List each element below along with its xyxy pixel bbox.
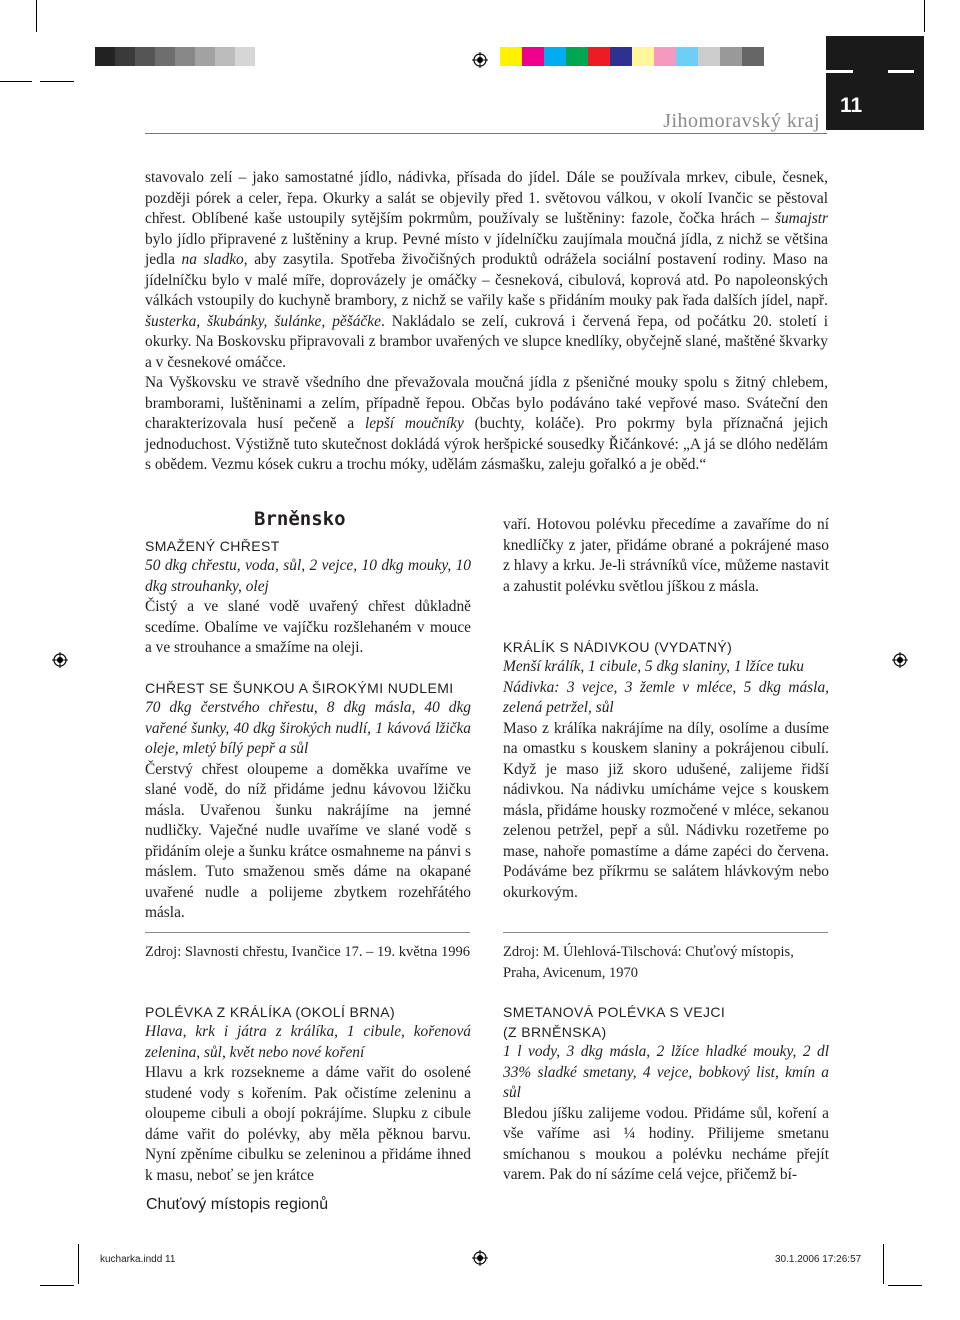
- recipe-source: Zdroj: M. Úlehlová-Tilschová: Chuťový místopis, Praha, Avicenum, 1970: [503, 944, 794, 981]
- page-number-tab: [826, 36, 924, 130]
- color-bar-blue: [610, 47, 632, 66]
- region-header: Jihomoravský kraj: [663, 110, 820, 132]
- color-bar-pink: [654, 47, 676, 66]
- registration-mark-icon: [52, 652, 68, 668]
- recipe-ingredients: 50 dkg chřestu, voda, sůl, 2 vejce, 10 dkg mouky, 10 dkg strouhanky, olej: [145, 557, 471, 595]
- crop-mark: [36, 0, 37, 32]
- recipe-title: POLÉVKA Z KRÁLÍKA (OKOLÍ BRNA): [145, 1004, 396, 1020]
- recipe-ingredients: Hlava, krk i játra z králíka, 1 cibule, kořenová zelenina, sůl, květ nebo nové koření: [145, 1023, 471, 1061]
- registration-mark-icon: [472, 52, 488, 68]
- recipe-kralik-s-nadivkou: [503, 637, 829, 903]
- crop-mark: [40, 81, 74, 82]
- gray-bar: [155, 47, 175, 66]
- color-bar-magenta: [522, 47, 544, 66]
- crop-mark: [888, 1285, 922, 1286]
- recipe-smetanova-polevka: [503, 1002, 829, 1186]
- gray-bar: [235, 47, 255, 66]
- page-number: 11: [840, 94, 863, 117]
- section-title: Brněnsko: [254, 508, 346, 530]
- recipe-polevka-z-kralika: [145, 1002, 471, 1186]
- crop-mark: [0, 81, 32, 82]
- recipe-text: Maso z králíka nakrájíme na díly, osolíme a dusíme na omastku s kouskem slaniny a pokrájenou cibulí. Když je maso již skoro udušené, zalijeme řidší nádivkou. Na nádivku umícháme vejce s kouskem másla, přidáme housky rozmočené v mléce, sekanou zelenou petržel, pepř a sůl. Nádivku rozetřeme po mase, nahoře pomastíme a dáme zapéci do červena. Podáváme bez příkrmu se salátem hlávkovým nebo okurkovým.: [503, 719, 829, 901]
- registration-mark-icon: [472, 1250, 488, 1266]
- recipe-ingredients: 70 dkg čerstvého chřestu, 8 dkg másla, 40 dkg vařené šunky, 40 dkg širokých nudlí, 1 kávová lžička oleje, mletý bílý pepř a sůl: [145, 699, 471, 757]
- gray-bar: [95, 47, 115, 66]
- intro-text: [145, 168, 828, 476]
- recipe-text: Čerstvý chřest oloupeme a doměkka uvaříme ve slané vodě, do níž přidáme jednu kávovou lžičku másla. Uvařenou šunku nakrájíme na jemné nudličky. Vaječné nudle uvaříme ve slané vodě s přidáním oleje a šunku krátce osmahneme na pánvi s máslem. Tuto smaženou směs dáme na okapané uvařené nudle a polijeme zbytkem rozehřátého másla.: [145, 760, 471, 921]
- header-rule: [145, 133, 827, 134]
- recipe-ingredients: Menší králík, 1 cibule, 5 dkg slaniny, 1 lžíce tuku: [503, 658, 804, 675]
- recipe-source: Zdroj: Slavnosti chřestu, Ivančice 17. – 19. května 1996: [145, 944, 470, 960]
- gray-bar: [195, 47, 215, 66]
- intro-paragraph: stavovalo zelí – jako samostatné jídlo, nádivka, přísada do jídel. Dále se používala mrkev, cibule, česnek, později pórek a celer, řepa. Okurky a salát se objevily před 1. světovou válkou, v okolí Ivančic se pěstoval chřest. Oblíbené kaše ustoupily sytějším pokrmům, používaly se luštěniny: fazole, čočka hrách – šumajstr bylo jídlo připravené z luštěniny a krup. Pevné místo v jídelníčku zaujímala moučná jídla, z nichž se většina jedla na sladko, aby zasytila. Spotřeba živočišných produktů odrážela sociální postavení rodiny. Maso na jídelníčku bylo v malé míře, doprovázely je omáčky – česneková, cibulová, koprová atd. Po napoleonských válkách vstoupily do kuchyně brambory, z nichž se vařily kaše s přidáním mouky pak řada dalších jídel, např. šusterka, škubánky, šulánke, pěšáčke. Nakládalo se zelí, cukrová i červená řepa, od počátku 20. století i okurky. Na Boskovsku připravovali z brambor uvařených ve slupce knedlíky, obyčejně slané, maštěné škvarky a v česnekové omáčce.: [145, 169, 828, 371]
- recipe-title: KRÁLÍK S NÁDIVKOU (VYDATNÝ): [503, 639, 733, 655]
- source-rule: [145, 932, 470, 933]
- book-title-footer: Chuťový místopis regionů: [146, 1196, 329, 1213]
- recipe-title: (Z BRNĚNSKA): [503, 1024, 607, 1040]
- datetime-slug: 30.1.2006 17:26:57: [775, 1254, 862, 1265]
- gray-bar: [215, 47, 235, 66]
- crop-mark: [78, 1244, 79, 1284]
- recipe-text: vaří. Hotovou polévku přecedíme a zavaříme do ní knedlíčky z jater, přidáme obrané a pokrájené maso z hlavy a krku. Je-li strávníků více, můžeme nastavit a zahustit polévku světlou jíškou z másla.: [503, 516, 829, 595]
- source-rule: [503, 932, 828, 933]
- color-bar-light-cyan: [676, 47, 698, 66]
- crop-mark: [40, 1285, 74, 1286]
- color-bar-green: [566, 47, 588, 66]
- recipe-text: Hlavu a krk rozsekneme a dáme vařit do osolené studené vody s kořením. Pak očistíme zeleninu a oloupeme cibuli a obojí pokrájíme. Slupku z cibule dáme vařit do polévky, aby měla pěknou barvu. Nyní zpěníme cibulku se zeleninou a přidáme ihned k masu, neboť se jen krátce: [145, 1064, 471, 1184]
- color-bar-red: [588, 47, 610, 66]
- recipe-title: CHŘEST SE ŠUNKOU A ŠIROKÝMI NUDLEMI: [145, 680, 454, 696]
- recipe-text: Bledou jíšku zalijeme vodou. Přidáme sůl, koření a vše vaříme asi ¼ hodiny. Přilijeme smetanu smíchanou s moukou a polévku necháme přejít varem. Pak do ní sázíme celá vejce, přičemž bí-: [503, 1104, 829, 1183]
- recipe-text: Čistý a ve slané vodě uvařený chřest důkladně scedíme. Obalíme ve vajíčku rozšlehaném v mouce a ve strouhance a smažíme na oleji.: [145, 598, 471, 656]
- recipe-title: SMETANOVÁ POLÉVKA S VEJCI: [503, 1004, 726, 1020]
- color-bar-gray: [720, 47, 742, 66]
- crop-mark: [883, 1244, 884, 1284]
- recipe-chrest-se-sunkou: [145, 678, 471, 924]
- recipe-smazeny-chrest: [145, 536, 471, 659]
- gray-bar: [175, 47, 195, 66]
- color-bar-yellow: [500, 47, 522, 66]
- color-bar-gray: [698, 47, 720, 66]
- recipe-continuation: [503, 515, 829, 597]
- color-bar-cyan: [544, 47, 566, 66]
- registration-mark-icon: [892, 652, 908, 668]
- gray-bar: [115, 47, 135, 66]
- file-slug: kucharka.indd 11: [100, 1254, 176, 1265]
- color-bar-light-yellow: [632, 47, 654, 66]
- color-bar-gray: [742, 47, 764, 66]
- recipe-title: SMAŽENÝ CHŘEST: [145, 538, 280, 554]
- crop-mark: [924, 0, 925, 32]
- gray-bar: [135, 47, 155, 66]
- recipe-ingredients: 1 l vody, 3 dkg másla, 2 lžíce hladké mouky, 2 dl 33% sladké smetany, 4 vejce, bobkový list, kmín a sůl: [503, 1043, 829, 1101]
- intro-paragraph: Na Vyškovsku ve stravě všedního dne převažovala moučná jídla z pšeničné mouky spolu s žitný chlebem, bramborami, luštěninami a zelím, případně řepou. Občas bylo podáváno také vepřové maso. Sváteční den charakterizovala husí pečeně a lepší moučníky (buchty, koláče). Pro pokrmy byla příznačná jejich jednoduchost. Výstižně tuto skutečnost dokládá výrok heršpické sousedky Řičánkové: „A já se dlóho nedělám s obědem. Vezmu kósek cukru a trochu móky, udělám zásmašku, zaleju gořalkó a je oběd.“: [145, 374, 828, 473]
- recipe-ingredients: Nádivka: 3 vejce, 3 žemle v mléce, 5 dkg másla, zelená petržel, sůl: [503, 678, 829, 716]
